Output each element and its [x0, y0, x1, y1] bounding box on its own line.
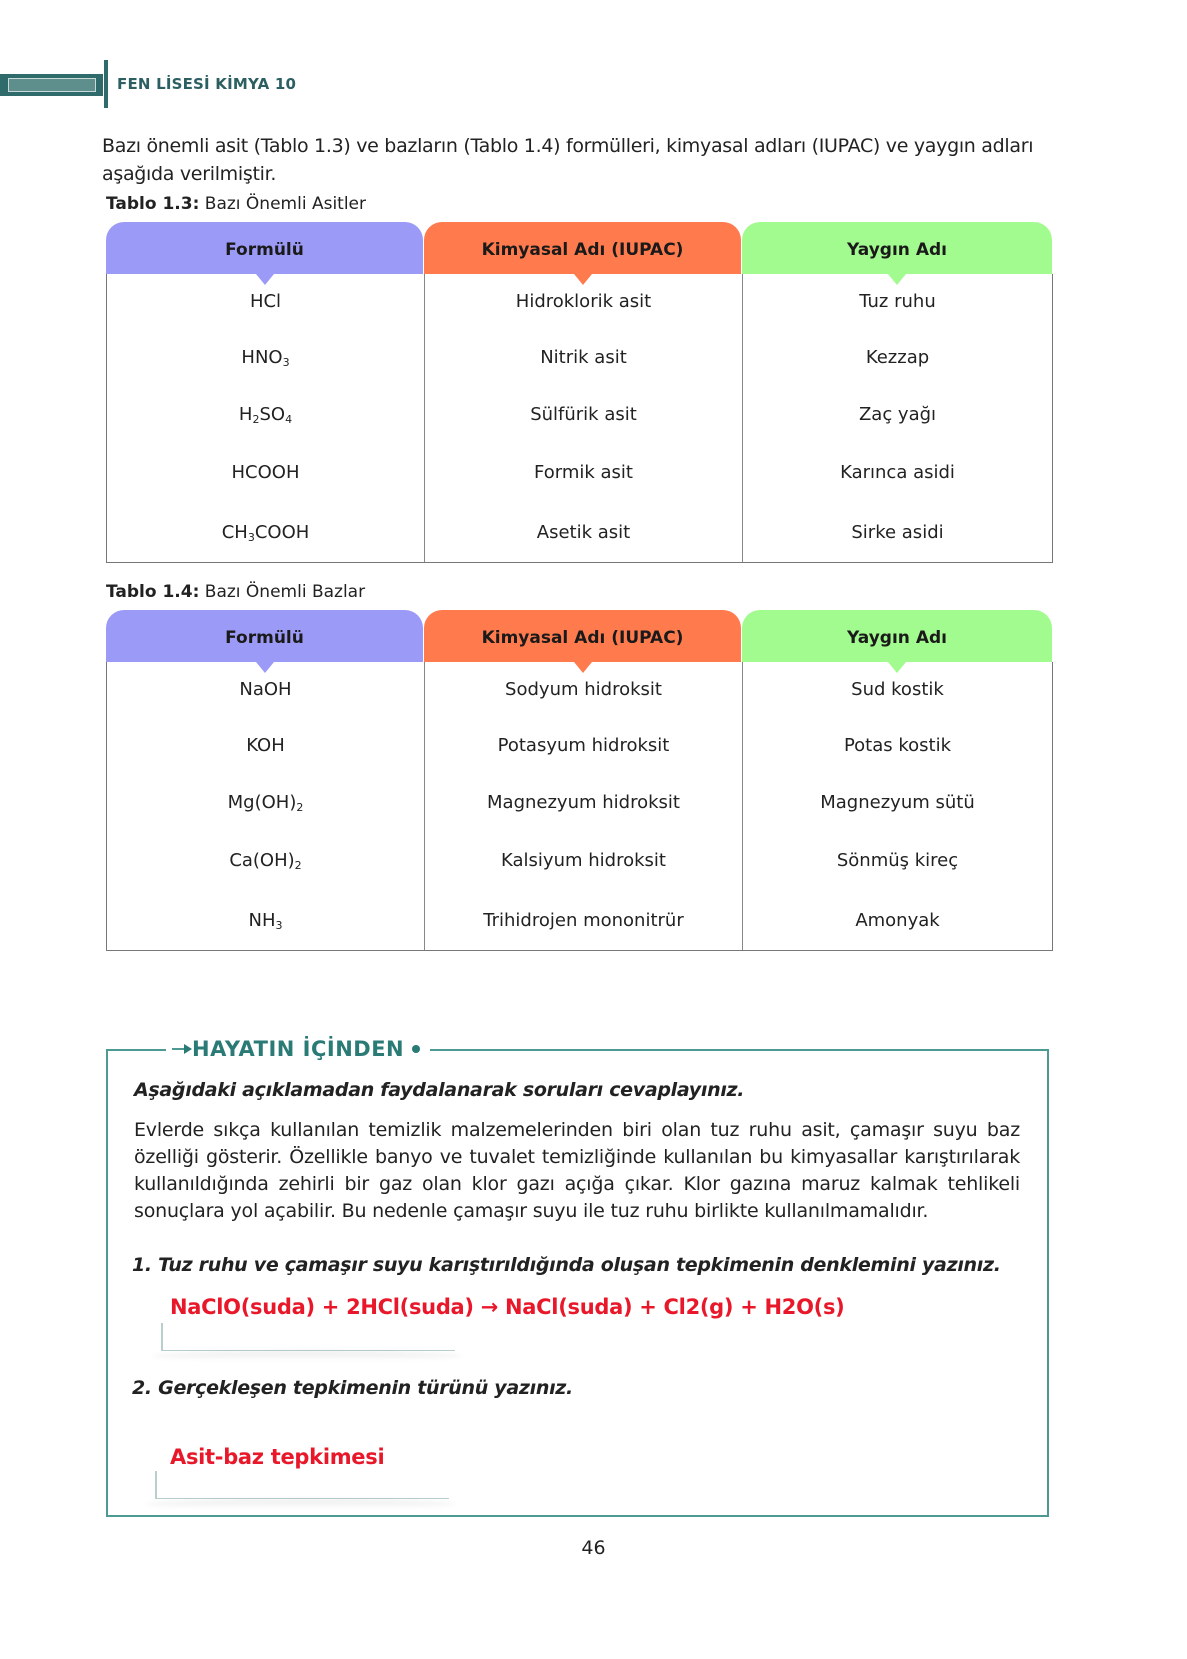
- formula-cell: $HNO_3$: [241, 347, 290, 369]
- answer-1-line: [161, 1323, 163, 1351]
- iupac-cell: Trihidrojen mononitrür: [483, 910, 684, 931]
- header-iupac: Kimyasal Adı (IUPAC): [424, 222, 741, 274]
- common-cell: Sud kostik: [851, 679, 944, 700]
- table-row: [107, 891, 1052, 950]
- header-bar: [0, 74, 103, 96]
- book-title: FEN LİSESİ KİMYA 10: [117, 75, 297, 93]
- table-body: [106, 662, 1053, 951]
- header-common: Yaygın Adı: [742, 610, 1052, 662]
- question-2: 2. Gerçekleşen tepkimenin türünü yazınız.: [132, 1377, 573, 1399]
- table-bases-caption: [106, 582, 365, 602]
- formula-cell: $NH_3$: [248, 910, 283, 932]
- header-formula: Formülü: [106, 610, 423, 662]
- formula-cell: KOH: [246, 735, 285, 756]
- header-bar-inner: [8, 78, 96, 92]
- table-acids-caption: [106, 194, 366, 214]
- table-row: [107, 329, 1052, 386]
- caption-label: Tablo 1.3:: [106, 194, 200, 214]
- formula-cell: $Ca(OH)_2$: [229, 850, 302, 872]
- life-box: [106, 1037, 1049, 1517]
- common-cell: Tuz ruhu: [859, 291, 936, 312]
- common-cell: Karınca asidi: [840, 462, 955, 483]
- iupac-cell: Sülfürik asit: [530, 404, 637, 425]
- dot-icon: [412, 1045, 420, 1053]
- header-divider: [104, 60, 108, 108]
- table-row: [107, 831, 1052, 891]
- iupac-cell: Sodyum hidroksit: [505, 679, 662, 700]
- formula-cell: HCl: [249, 291, 282, 312]
- box-title: HAYATIN İÇİNDEN: [192, 1037, 405, 1061]
- header-iupac: Kimyasal Adı (IUPAC): [424, 610, 741, 662]
- formula-cell: $CH_3COOH$: [221, 522, 310, 544]
- iupac-cell: Formik asit: [534, 462, 633, 483]
- formula-cell: HCOOH: [231, 462, 300, 483]
- header-common: Yaygın Adı: [742, 222, 1052, 274]
- answer-1: NaClO(suda) + 2HCl(suda) → NaCl(suda) + Cl2(g) + H2O(s): [170, 1295, 845, 1319]
- iupac-cell: Asetik asit: [536, 522, 631, 543]
- caption-label: Tablo 1.4:: [106, 582, 200, 602]
- answer-2: Asit-baz tepkimesi: [170, 1445, 385, 1469]
- iupac-cell: Magnezyum hidroksit: [487, 792, 680, 813]
- iupac-cell: Hidroklorik asit: [515, 291, 652, 312]
- table-header: [106, 222, 1053, 274]
- iupac-cell: Potasyum hidroksit: [497, 735, 670, 756]
- iupac-cell: Kalsiyum hidroksit: [501, 850, 666, 871]
- table-header: [106, 610, 1053, 662]
- common-cell: Sönmüş kireç: [836, 850, 959, 871]
- table-acids: [106, 222, 1053, 563]
- intro-text: Bazı önemli asit (Tablo 1.3) ve bazların (Tablo 1.4) formülleri, kimyasal adları (IUPAC) ve yaygın adları aşağıda verilmiştir.: [102, 135, 1034, 185]
- common-cell: Kezzap: [865, 347, 930, 368]
- common-cell: Zaç yağı: [858, 404, 937, 425]
- caption-text: Bazı Önemli Asitler: [204, 194, 366, 214]
- answer-2-line: [155, 1471, 157, 1499]
- header-formula: Formülü: [106, 222, 423, 274]
- formula-cell: $H_2SO_4$: [238, 404, 293, 426]
- box-title-wrap: [166, 1037, 430, 1061]
- table-row: [107, 774, 1052, 831]
- common-cell: Potas kostik: [843, 735, 952, 756]
- box-paragraph: Evlerde sıkça kullanılan temizlik malzemelerinden biri olan tuz ruhu asit, çamaşır suyu baz özelliği gösterir. Özellikle banyo ve tuvalet temizliğinde kullanılan bu kimyasallar karıştırılarak kullanıldığında zehirli bir gaz olan klor gazı açığa çıkar. Klor gazına maruz kalmak tehlikeli sonuçlara yol açabilir. Bu nedenle çamaşır suyu ile tuz ruhu birlikte kullanılmamalıdır.: [134, 1119, 1020, 1222]
- common-cell: Amonyak: [855, 910, 940, 931]
- table-row: [107, 718, 1052, 774]
- caption-text: Bazı Önemli Bazlar: [204, 582, 366, 602]
- question-1: 1. Tuz ruhu ve çamaşır suyu karıştırıldığında oluşan tepkimenin denklemini yazınız.: [132, 1254, 1001, 1276]
- table-row: [107, 443, 1052, 503]
- table-row: [107, 274, 1052, 329]
- table-row: [107, 386, 1052, 443]
- table-row: [107, 503, 1052, 562]
- box-instruction: Aşağıdaki açıklamadan faydalanarak soruları cevaplayınız.: [134, 1079, 745, 1101]
- table-body: [106, 274, 1053, 563]
- arrow-right-icon: [172, 1048, 186, 1050]
- common-cell: Magnezyum sütü: [820, 792, 975, 813]
- common-cell: Sirke asidi: [851, 522, 944, 543]
- formula-cell: NaOH: [239, 679, 292, 700]
- table-row: [107, 662, 1052, 718]
- iupac-cell: Nitrik asit: [540, 347, 627, 368]
- table-bases: [106, 610, 1053, 951]
- formula-cell: $Mg(OH)_2$: [227, 792, 304, 814]
- page-number: 46: [581, 1537, 606, 1559]
